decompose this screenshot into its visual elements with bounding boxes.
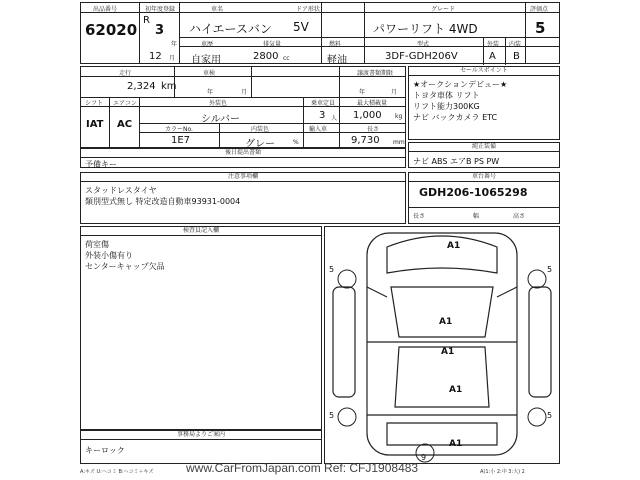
dim-height: 高さ: [513, 213, 526, 220]
later-docs-label: 後日提出書類: [81, 149, 405, 158]
length: 9,730: [351, 135, 380, 146]
mark-1: A1: [447, 241, 461, 251]
int-color: グレー: [245, 139, 275, 150]
note-line: スタッドレスタイヤ: [85, 186, 157, 195]
shift: IAT: [86, 119, 104, 130]
sales-points-section: [408, 66, 560, 140]
legend-right: A(1:小 2:中 3:大) 2: [480, 469, 525, 475]
mileage: 2,324: [127, 81, 156, 92]
tire-depth-fr: 5: [547, 265, 553, 274]
inspection-year: 年: [207, 89, 214, 96]
import-label: 輸入車: [309, 126, 328, 133]
dim-length: 長さ: [413, 213, 426, 220]
load-unit: kg: [395, 113, 403, 120]
length-unit: mm: [393, 139, 405, 146]
era: R: [143, 15, 150, 26]
inspector-note-line: 外装小傷有り: [85, 251, 133, 260]
score: 5: [535, 19, 546, 37]
ac-label: エアコン: [113, 100, 137, 107]
int-grade-label: 内装: [509, 41, 522, 48]
tire-rear-left: [338, 408, 356, 426]
length-label: 長さ: [367, 126, 380, 133]
model-code: 3DF-GDH206V: [385, 51, 458, 62]
capacity-label: 乗車定員: [311, 100, 336, 107]
fuel: 軽油: [327, 55, 347, 66]
car-outline-drawing: [325, 227, 559, 463]
tire-depth-spare: 9: [421, 453, 427, 462]
shift-label: シフト: [85, 100, 104, 107]
ext-grade-label: 外装: [487, 41, 500, 48]
inspector-section: [80, 226, 322, 430]
sales-point-line: リフト能力300KG: [413, 102, 480, 111]
office-section: [80, 430, 322, 464]
model-label: 型式: [417, 41, 430, 48]
inspector-note-line: 荷室傷: [85, 240, 109, 249]
sales-point-line: トヨタ車体 リフト: [413, 91, 480, 100]
lot-label: 出品番号: [93, 6, 118, 13]
spec-section: [80, 66, 406, 148]
car-name: ハイエースバン: [189, 22, 272, 36]
tire-depth-fl: 5: [329, 265, 335, 274]
mark-2: A1: [439, 317, 453, 327]
notes-section: [80, 172, 406, 224]
door-label: ドア形状: [296, 6, 320, 13]
int-color-label: 内装色: [251, 126, 270, 133]
color-no: 1E7: [171, 135, 191, 146]
legend-left: A:キズ U:ヘコミ B:ヘコミ＋キズ: [80, 469, 154, 475]
mark-4: A1: [449, 385, 463, 395]
usage-label: 車歴: [201, 41, 214, 48]
tire-rear-right: [528, 408, 546, 426]
inspector-label: 検査員記入欄: [81, 227, 321, 236]
sales-point-line: ナビ バックカメラ ETC: [413, 113, 498, 122]
inspector-list: [85, 239, 165, 272]
fuel-label: 燃料: [329, 41, 342, 48]
transfer-label: 譲渡書類期限: [357, 70, 394, 77]
tire-front-right: [528, 270, 546, 288]
grade: パワーリフト 4WD: [373, 22, 478, 36]
capacity: 3: [319, 110, 326, 121]
ext-color: シルバー: [201, 114, 241, 125]
tire-front-left: [338, 270, 356, 288]
reg-year: 3: [155, 23, 165, 38]
header-section: [80, 2, 560, 64]
score-label: 評価点: [530, 6, 549, 13]
ext-color-label: 外装色: [209, 100, 228, 107]
note-line: 類別型式無し 特定改造自動車93931-0004: [85, 197, 241, 206]
displacement: 2800: [253, 51, 279, 62]
equipment-label: 純正装備: [409, 143, 559, 152]
later-docs-value: 予備キー: [85, 160, 117, 169]
mileage-label: 走行: [119, 70, 132, 77]
month-unit: 月: [169, 55, 176, 62]
sales-label: セールスポイント: [409, 67, 559, 76]
usage: 自家用: [191, 55, 221, 66]
car-name-label: 車名: [211, 6, 224, 13]
notes-list: [85, 185, 240, 207]
transfer-month: 月: [391, 89, 398, 96]
ac: AC: [117, 119, 133, 130]
sales-point-line: ★オークションデビュー★: [413, 80, 508, 89]
transfer-year: 年: [359, 89, 366, 96]
reg-month: 12: [149, 51, 162, 62]
watermark: www.CarFromJapan.com Ref: CFJ1908483: [186, 461, 419, 475]
displacement-unit: cc: [283, 55, 290, 62]
year-unit: 年: [171, 41, 178, 48]
first-reg-label: 初年度登録: [145, 6, 176, 13]
inspection-label: 車検: [203, 70, 216, 77]
chassis-section: [408, 172, 560, 224]
ext-grade: A: [489, 51, 496, 62]
office-label: 事務局よりご案内: [81, 431, 321, 440]
tire-depth-rr: 5: [547, 411, 553, 420]
door-type: 5V: [293, 20, 309, 34]
office-value: キーロック: [85, 446, 125, 455]
displacement-label: 排気量: [263, 41, 282, 48]
auction-sheet: [80, 0, 560, 480]
equipment-section: [408, 142, 560, 168]
chassis-label: 車台番号: [409, 173, 559, 182]
percent: %: [293, 139, 299, 146]
int-grade: B: [513, 51, 520, 62]
equipment-value: ナビ ABS エアB PS PW: [413, 157, 500, 166]
grade-label: グレード: [431, 6, 456, 13]
mark-5: A1: [449, 439, 463, 449]
inspection-month: 月: [241, 89, 248, 96]
load-label: 最大積載量: [357, 100, 388, 107]
damage-diagram: [324, 226, 560, 464]
color-no-label: カラーNo.: [165, 126, 193, 133]
dim-width: 幅: [473, 213, 480, 220]
load: 1,000: [353, 110, 382, 121]
mark-3: A1: [441, 347, 455, 357]
sales-list: [413, 79, 507, 123]
inspector-note-line: センターキャップ欠品: [85, 262, 165, 271]
notes-label: 注意事項欄: [81, 173, 405, 182]
later-docs-section: [80, 148, 406, 168]
lot-number: 62020: [85, 21, 138, 39]
tire-depth-rl: 5: [329, 411, 335, 420]
capacity-unit: 人: [331, 115, 338, 122]
mileage-unit: km: [161, 81, 177, 92]
chassis-number: GDH206-1065298: [419, 186, 528, 199]
